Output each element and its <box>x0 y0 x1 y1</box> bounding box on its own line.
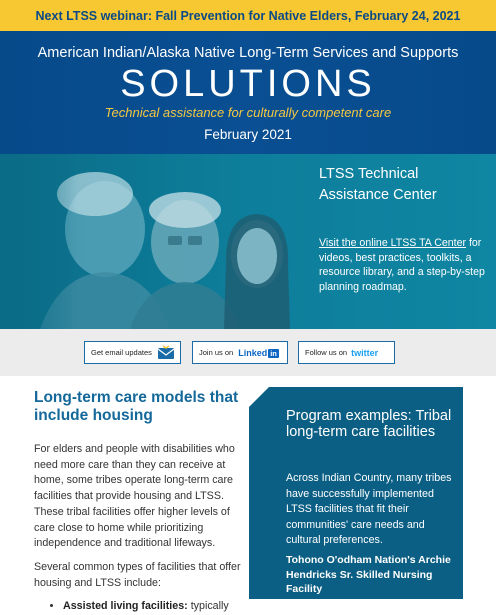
linkedin-brand: Linked <box>238 347 268 358</box>
ta-center-description <box>319 236 487 294</box>
organization-name: American Indian/Alaska Native Long-Term Services and Supports <box>37 45 459 61</box>
ta-center-link[interactable]: Visit the online LTSS TA Center <box>319 237 467 249</box>
twitter-icon: twitter <box>351 347 379 358</box>
linkedin-in: in <box>270 348 277 358</box>
hero-section <box>0 154 496 329</box>
envelope-icon <box>157 345 175 360</box>
webinar-banner <box>0 0 496 31</box>
elders-portrait-image <box>0 154 310 329</box>
webinar-link[interactable]: Next LTSS webinar: Fall Prevention for Native Elders, February 24, 2021 <box>35 8 461 23</box>
facility-type-list <box>34 599 244 615</box>
twitter-label: Follow us on <box>305 348 348 357</box>
ta-center-title: LTSS Technical Assistance Center <box>319 166 437 203</box>
list-item <box>63 599 244 615</box>
article-heading: Long-term care models that include housing <box>34 389 239 424</box>
email-updates-button[interactable] <box>84 341 181 364</box>
newsletter-title: SOLUTIONS <box>120 63 376 105</box>
linkedin-button[interactable] <box>192 341 288 364</box>
linkedin-label: Join us on <box>199 348 234 357</box>
main-content <box>0 376 496 613</box>
list-item-term: Assisted living facilities: <box>63 600 188 613</box>
program-examples-sidebar <box>249 387 463 599</box>
list-item-text: typically <box>187 600 229 613</box>
housing-article <box>34 389 244 615</box>
tagline: Technical assistance for culturally competent care <box>104 105 392 120</box>
sidebar-heading: Program examples: Tribal long-term care facilities <box>286 408 452 440</box>
issue-date: February 2021 <box>204 127 292 142</box>
featured-facility-title: Tohono O'odham Nation's Archie Hendricks Sr. Skilled Nursing Facility <box>286 554 451 596</box>
masthead <box>0 31 496 154</box>
email-updates-label: Get email updates <box>91 348 152 357</box>
article-paragraph-2: Several common types of facilities that offer housing and LTSS include: <box>34 560 241 589</box>
ta-center-description-text: for videos, best practices, toolkits, a resource library, and a step-by-step planning roadmap. <box>319 237 485 293</box>
sidebar-notch <box>249 387 269 407</box>
twitter-button[interactable] <box>298 341 395 364</box>
social-bar <box>0 329 496 376</box>
linkedin-icon <box>238 348 279 358</box>
article-paragraph-1: For elders and people with disabilities who need more care than they can receive at home, some tribes operate long-term care facilities that provide housing and LTSS. These tribal facilities offer higher levels of care close to home while prioritizing independence and traditional lifeways. <box>34 443 235 550</box>
sidebar-paragraph: Across Indian Country, many tribes have successfully implemented LTSS facilities that fit their communities' care needs and cultural preferences. <box>286 472 452 546</box>
